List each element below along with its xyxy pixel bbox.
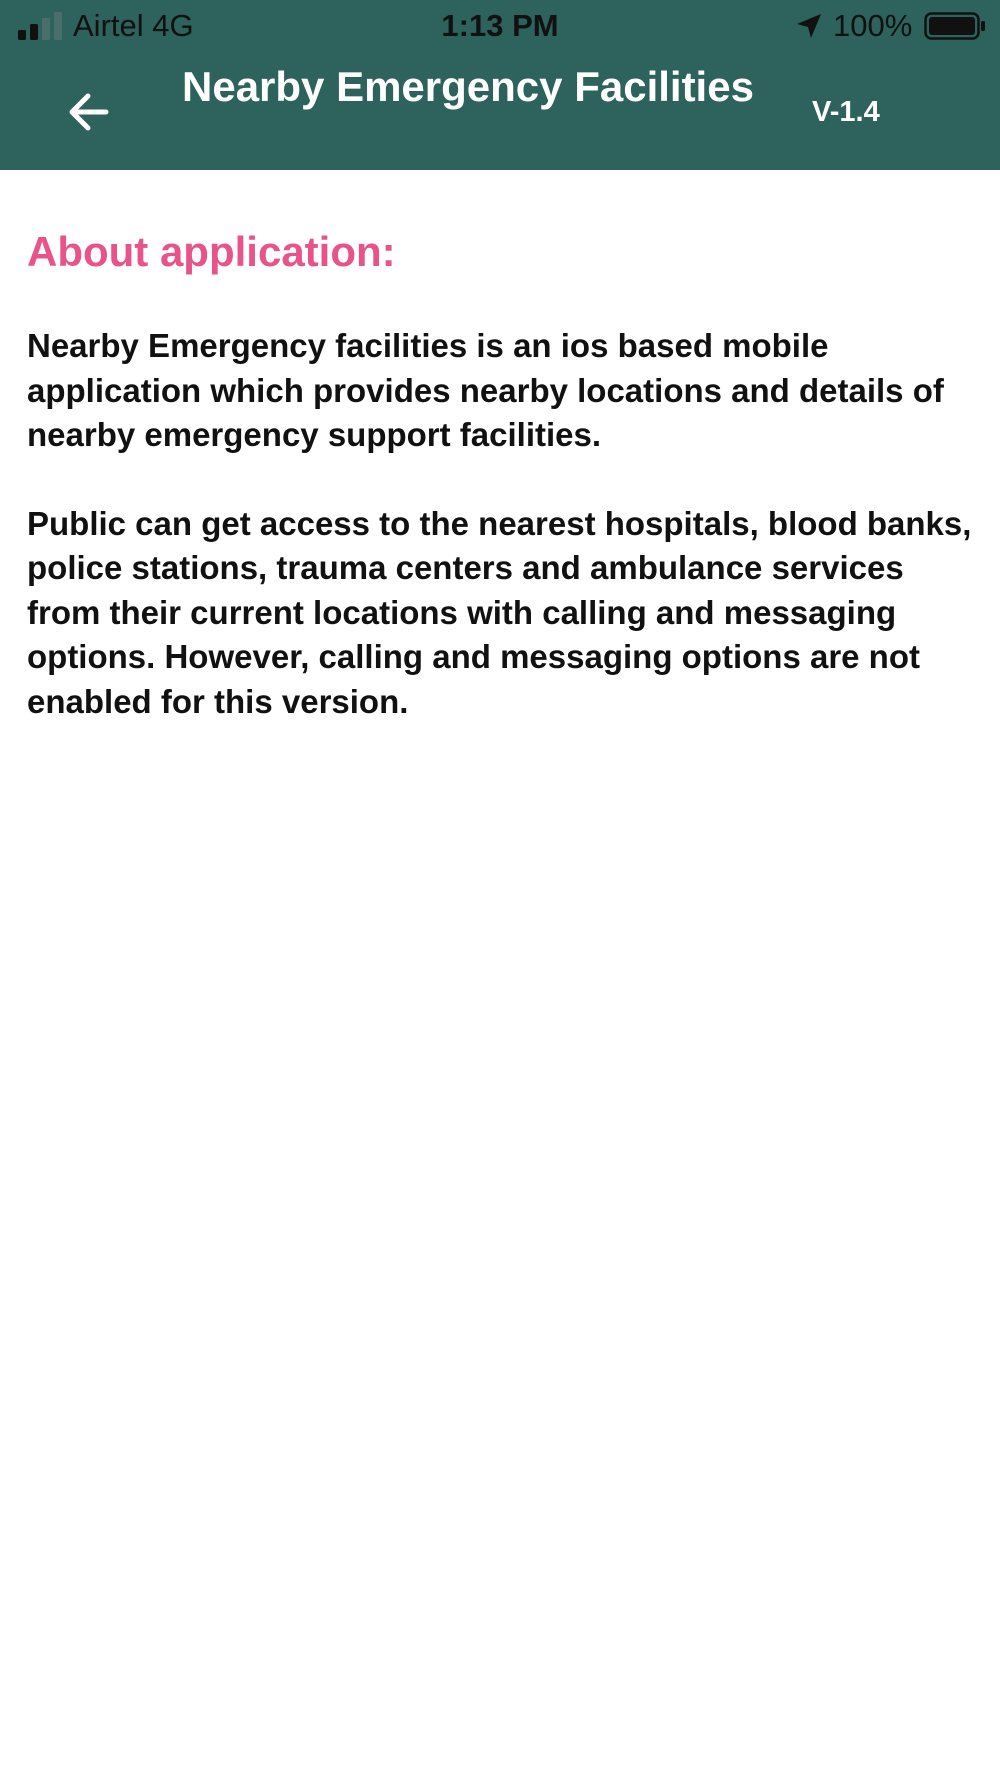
status-bar — [0, 0, 1000, 52]
status-time: 1:13 PM — [441, 8, 559, 43]
version-label: V-1.4 — [812, 96, 880, 128]
description-paragraph: Nearby Emergency facilities is an ios based mobile application which provides nearby locations and details of nearby emergency support facilities. — [27, 327, 944, 453]
battery-percentage: 100% — [833, 8, 913, 43]
about-heading: About application: — [27, 228, 396, 275]
back-button[interactable] — [62, 88, 118, 136]
features-paragraph: Public can get access to the nearest hospitals, blood banks, police stations, trauma centers and ambulance services from their current locations with calling and messaging options. However, calling and messaging options are not enabled for this version. — [27, 504, 972, 720]
about-content — [27, 222, 982, 768]
page-title: Nearby Emergency Facilities — [182, 63, 754, 110]
app-bar — [0, 0, 1000, 170]
arrow-left-icon — [62, 88, 118, 136]
battery-icon — [924, 12, 986, 40]
location-arrow-icon — [795, 12, 823, 40]
carrier-label: Airtel 4G — [73, 8, 194, 43]
